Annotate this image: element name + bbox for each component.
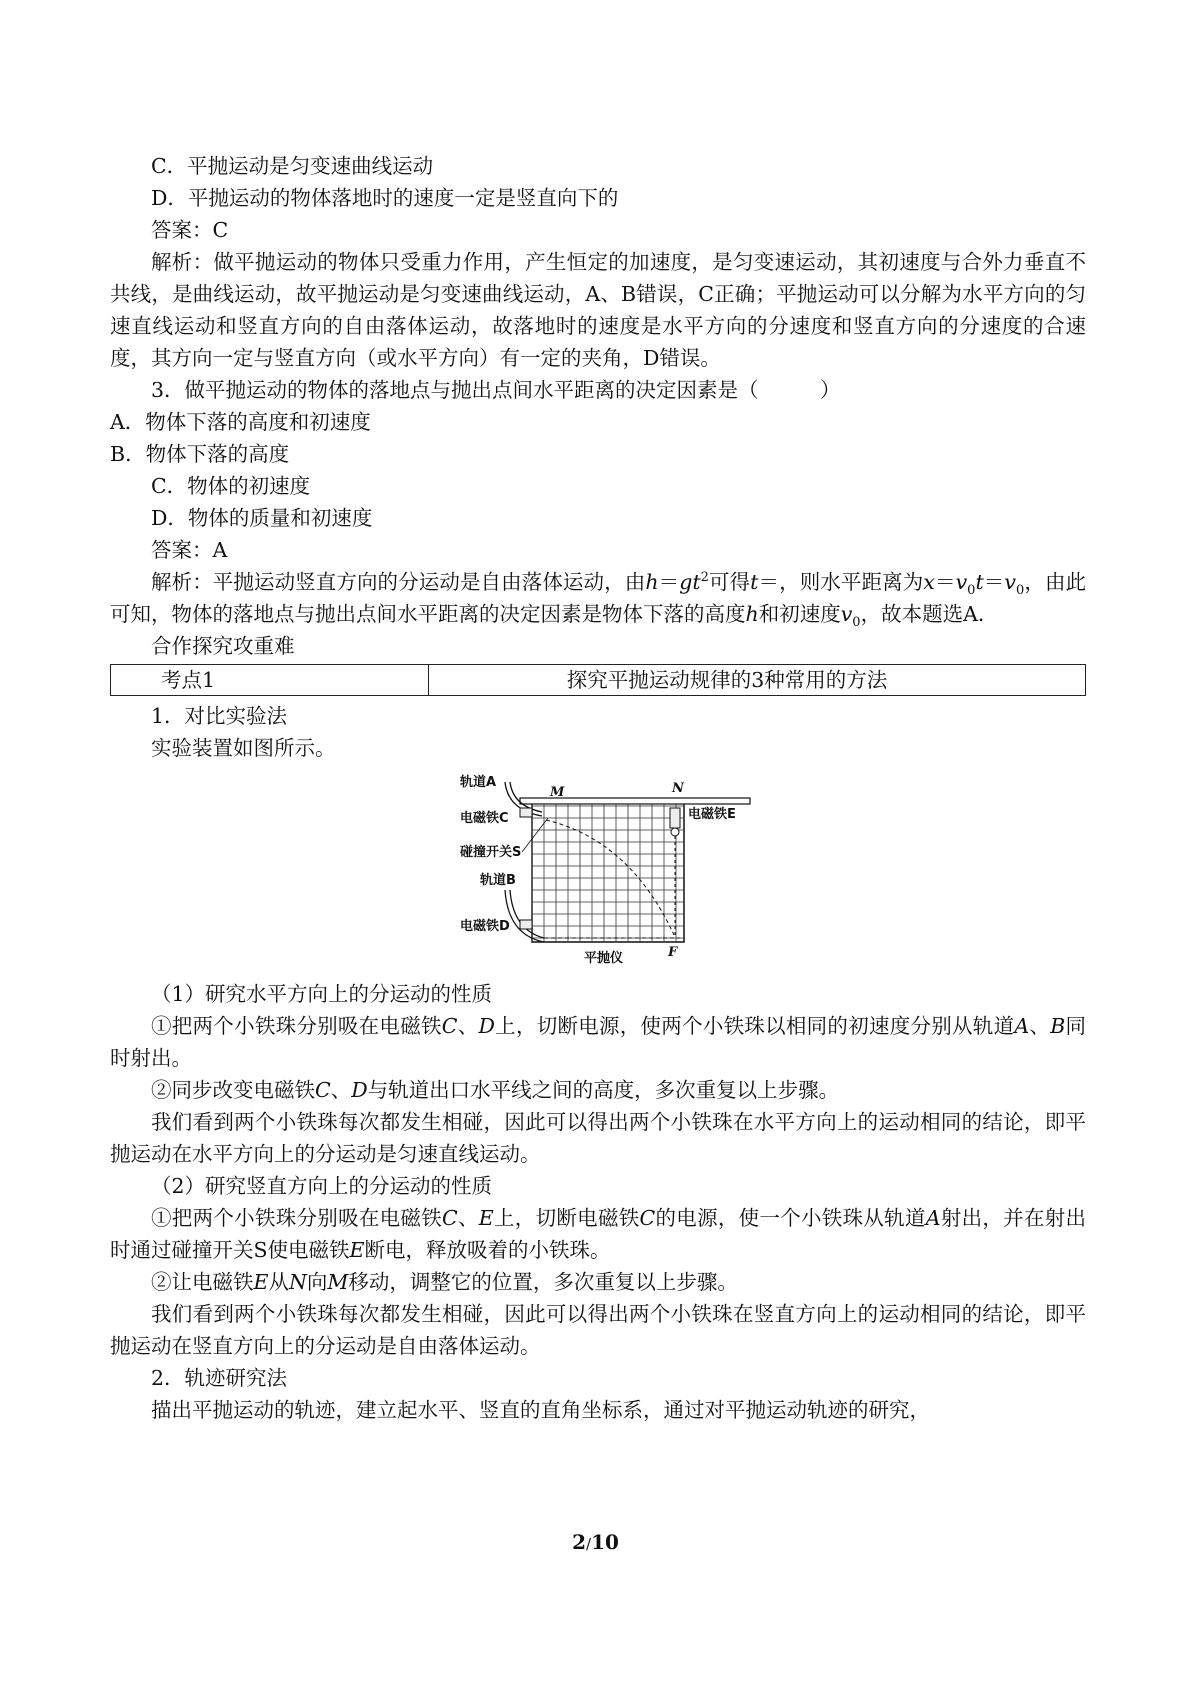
page-content <box>110 150 1086 1426</box>
part1-step2: ②同步改变电磁铁C、D与轨道出口水平线之间的高度，多次重复以上步骤。 <box>151 1078 840 1102</box>
method1-title: 1．对比实验法 <box>151 704 288 728</box>
magnet-d-shape <box>520 920 532 929</box>
q3-option-d: D．物体的质量和初速度 <box>151 506 373 530</box>
q2-answer: 答案：C <box>151 218 229 242</box>
q3-option-a: A．物体下落的高度和初速度 <box>110 410 371 434</box>
q2-analysis: 解析：做平抛运动的物体只受重力作用，产生恒定的加速度，是匀变速运动，其初速度与合外力垂直不共线，是曲线运动，故平抛运动是匀变速曲线运动，A、B错误，C正确；平抛运动可以分解为水平方向的匀速直线运动和竖直方向的自由落体运动，故落地时的速度是水平方向的分速度和竖直方向的分速度的合速度，其方向一定与竖直方向（或水平方向）有一定的夹角，D错误。 <box>110 250 1086 370</box>
magnet-c-shape <box>520 808 532 817</box>
q3-analysis: 解析：平抛运动竖直方向的分运动是自由落体运动，由$h=gt^2$可得t＝，则水平距离为$x=v_0t=v_0$，由此可知，物体的落地点与抛出点间水平距离的决定因素是物体下落的高度h和初速度$v_0$，故本题选A． <box>110 570 1087 631</box>
part2-title: （2）研究竖直方向上的分运动的性质 <box>151 1174 493 1198</box>
q2-option-c: C．平抛运动是匀变速曲线运动 <box>151 154 434 178</box>
page-separator: / <box>586 1535 592 1553</box>
label-m: M <box>550 785 565 800</box>
topic-table-col2: 探究平抛运动规律的3种常用的方法 <box>566 668 888 692</box>
label-track-a: 轨道A <box>460 775 497 790</box>
part2-conclusion: 我们看到两个小铁珠每次都发生相碰，因此可以得出两个小铁珠在竖直方向上的运动相同的结论，即平抛运动在竖直方向上的分运动是自由落体运动。 <box>110 1302 1086 1358</box>
page-number: 2 <box>572 1530 586 1554</box>
method1-intro: 实验装置如图所示。 <box>151 736 336 760</box>
method2-text: 描出平抛运动的轨迹，建立起水平、竖直的直角坐标系，通过对平抛运动轨迹的研究， <box>151 1398 930 1422</box>
board-grid <box>532 804 684 942</box>
q3-option-b: B．物体下落的高度 <box>110 442 290 466</box>
figure-caption: 平抛仪 <box>584 951 624 966</box>
label-magnet-c: 电磁铁C <box>460 811 509 826</box>
label-magnet-d: 电磁铁D <box>460 919 510 934</box>
label-track-b: 轨道B <box>480 873 516 888</box>
label-magnet-e: 电磁铁E <box>688 807 736 822</box>
q3-stem: 3．做平抛运动的物体的落地点与抛出点间水平距离的决定因素是（ ） <box>151 378 841 402</box>
topic-table <box>110 664 1086 696</box>
trajectory <box>546 820 674 935</box>
q3-option-c: C．物体的初速度 <box>151 474 311 498</box>
q3-answer: 答案：A <box>151 538 228 562</box>
page-total: 10 <box>591 1530 619 1554</box>
board-frame <box>532 802 684 942</box>
part2-step2: ②让电磁铁E从N向M移动，调整它的位置，多次重复以上步骤。 <box>151 1270 738 1294</box>
method2-title: 2．轨迹研究法 <box>151 1366 288 1390</box>
section-title: 合作探究攻重难 <box>151 634 295 658</box>
label-switch-s: 碰撞开关S <box>460 845 522 860</box>
topic-table-col1: 考点1 <box>111 665 429 695</box>
part2-step1: ①把两个小铁珠分别吸在电磁铁C、E上，切断电磁铁C的电源，使一个小铁珠从轨道A射出，并在射出时通过碰撞开关S使电磁铁E断电，释放吸着的小铁珠。 <box>110 1206 1087 1262</box>
apparatus-diagram <box>460 770 760 970</box>
magnet-e-shape <box>670 808 680 828</box>
label-f: F <box>668 945 678 960</box>
part1-title: （1）研究水平方向上的分运动的性质 <box>151 982 493 1006</box>
apparatus-figure <box>110 770 1086 970</box>
q2-option-d: D．平抛运动的物体落地时的速度一定是竖直向下的 <box>151 186 619 210</box>
part1-step1: ①把两个小铁珠分别吸在电磁铁C、D上，切断电源，使两个小铁珠以相同的初速度分别从轨道A、B同时射出。 <box>110 1014 1087 1070</box>
page-footer <box>0 1530 1191 1554</box>
part1-conclusion: 我们看到两个小铁珠每次都发生相碰，因此可以得出两个小铁珠在水平方向上的运动相同的结论，即平抛运动在水平方向上的分运动是匀速直线运动。 <box>110 1110 1086 1166</box>
label-n: N <box>672 781 684 796</box>
